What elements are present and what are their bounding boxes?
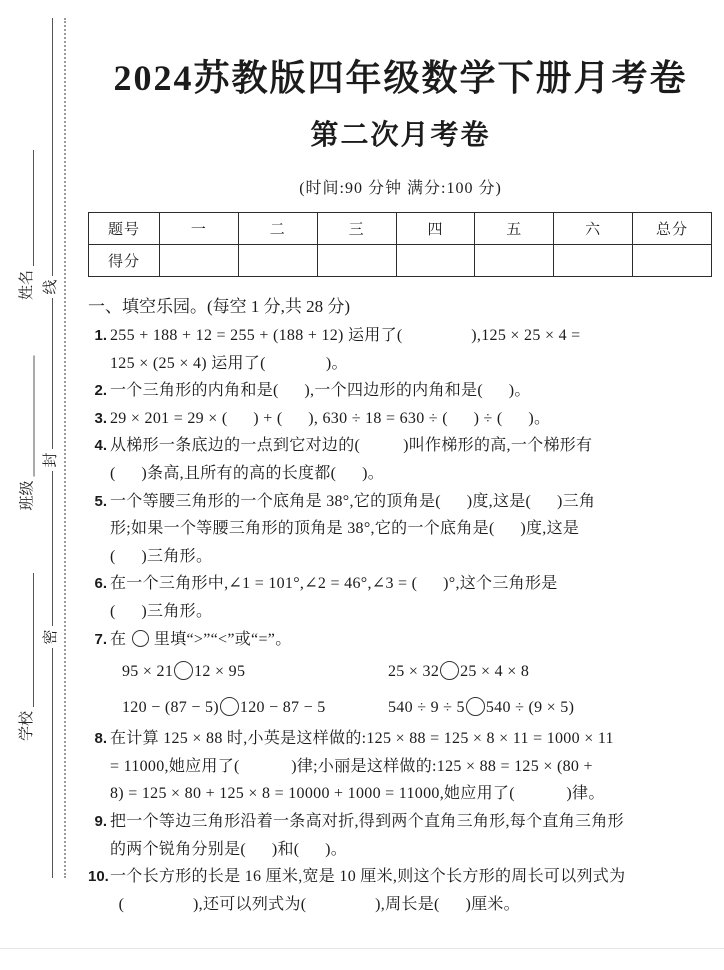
q7-intro: [110, 626, 713, 654]
compare-circle-icon: [174, 661, 193, 680]
question-number: 8.: [94, 730, 107, 748]
question-line: 255 + 188 + 12 = 255 + (188 + 12) 运用了( ),125 × 25 × 4 =: [110, 327, 581, 344]
question-line: 从梯形一条底边的一点到它对边的( )叫作梯形的高,一个梯形有: [110, 437, 593, 455]
score-cell: [554, 245, 633, 277]
question-line: ( )三角形。: [110, 602, 213, 620]
school-fill-line: [12, 573, 34, 707]
question-1: [88, 322, 713, 377]
compare-circle-icon: [132, 630, 149, 647]
page-title: 2024苏教版四年级数学下册月考卷: [113, 58, 688, 98]
score-table-score-row: [89, 245, 712, 277]
score-table: [88, 212, 712, 277]
page-bottom-edge: [0, 948, 724, 949]
comparison-item: 25 × 32 25 × 4 × 8: [388, 663, 530, 681]
name-field: [15, 150, 37, 300]
class-fill-line: [13, 356, 35, 477]
question-line: 在一个三角形中,∠1 = 101°,∠2 = 46°,∠3 = ( )°,这个三角形是: [110, 575, 558, 593]
question-number: 6.: [94, 575, 107, 593]
score-cell: [160, 245, 239, 277]
comparison-item: 120 − (87 − 5) 120 − 87 − 5: [122, 699, 326, 717]
seal-solid-line: [52, 18, 53, 878]
question-number: 5.: [94, 492, 107, 510]
comparison-row: [110, 653, 713, 689]
score-cell: [317, 245, 396, 277]
question-6: [88, 570, 713, 625]
score-header-tihao: 题号: [89, 213, 160, 245]
q7-intro-before: 在: [110, 630, 131, 648]
question-2: [88, 377, 713, 405]
question-10: [88, 863, 713, 918]
question-line: 一个长方形的长是 16 厘米,宽是 10 厘米,则这个长方形的周长可以列式为: [110, 868, 626, 886]
compare-circle-icon: [466, 697, 485, 716]
comparison-row: [110, 689, 713, 725]
score-header-2: 二: [238, 213, 317, 245]
score-header-1: 一: [160, 213, 239, 245]
school-field-label: 学校: [19, 710, 35, 741]
question-line: 8) = 125 × 80 + 125 × 8 = 10000 + 1000 = 11000,她应用了( )律。: [110, 785, 605, 803]
question-number: 10.: [88, 868, 109, 886]
score-row-label: 得分: [89, 245, 160, 277]
question-number: 7.: [94, 630, 107, 648]
question-3: [88, 405, 713, 433]
question-number: 1.: [94, 327, 107, 344]
question-number: 2.: [94, 382, 107, 400]
question-line: ( )三角形。: [110, 547, 213, 565]
question-number: 3.: [94, 409, 107, 427]
compare-circle-icon: [440, 661, 459, 680]
score-header-6: 六: [554, 213, 633, 245]
exam-meta: (时间:90 分钟 满分:100 分): [299, 180, 502, 197]
question-line: ( )条高,且所有的高的长度都( )。: [110, 464, 385, 482]
question-line: 的两个锐角分别是( )和( )。: [110, 840, 348, 858]
score-header-5: 五: [475, 213, 554, 245]
score-header-3: 三: [317, 213, 396, 245]
class-field: [16, 356, 38, 511]
question-line: ( ),还可以列式为( ),周长是( )厘米。: [110, 895, 520, 913]
question-8: [88, 725, 713, 808]
score-header-4: 四: [396, 213, 475, 245]
question-line: = 11000,她应用了( )律;小丽是这样做的:125 × 88 = 125 × (80 +: [110, 757, 593, 775]
question-5: [88, 488, 713, 571]
score-header-total: 总分: [633, 213, 712, 245]
question-number: 9.: [94, 812, 107, 830]
question-4: [88, 432, 713, 487]
seal-dotted-line: [64, 18, 66, 878]
question-9: [88, 808, 713, 863]
school-field: [15, 573, 37, 741]
question-number: 4.: [94, 437, 107, 455]
class-field-label: 班级: [19, 480, 36, 511]
score-cell: [633, 245, 712, 277]
section-heading: 一、填空乐园。(每空 1 分,共 28 分): [88, 297, 351, 316]
name-field-label: 姓名: [19, 269, 35, 300]
score-cell: [238, 245, 317, 277]
seal-char-feng: 封: [41, 449, 61, 471]
page-subtitle: 第二次月考卷: [310, 120, 491, 151]
question-line: 形;如果一个等腰三角形的顶角是 38°,它的一个底角是( )度,这是: [110, 520, 580, 538]
exam-page: [88, 0, 713, 918]
comparison-item: 95 × 21 12 × 95: [122, 663, 246, 681]
question-line: 125 × (25 × 4) 运用了( )。: [110, 354, 348, 372]
comparison-item: 540 ÷ 9 ÷ 5 540 ÷ (9 × 5): [388, 699, 575, 717]
score-cell: [475, 245, 554, 277]
question-line: 29 × 201 = 29 × ( ) + ( ), 630 ÷ 18 = 630 ÷ ( ) ÷ ( )。: [110, 409, 551, 427]
name-fill-line: [12, 150, 34, 266]
questions-list: [88, 322, 713, 918]
question-7: [88, 626, 713, 726]
score-table-header-row: [89, 213, 712, 245]
compare-circle-icon: [220, 697, 239, 716]
question-line: 一个等腰三角形的一个底角是 38°,它的顶角是( )度,这是( )三角: [110, 492, 596, 510]
question-line: 在计算 125 × 88 时,小英是这样做的:125 × 88 = 125 × 8 × 11 = 1000 × 11: [110, 730, 614, 748]
seal-char-xian: 线: [41, 276, 61, 298]
score-cell: [396, 245, 475, 277]
question-line: 把一个等边三角形沿着一条高对折,得到两个直角三角形,每个直角三角形: [110, 812, 624, 830]
seal-char-mi: 密: [41, 626, 61, 648]
question-line: 一个三角形的内角和是( ),一个四边形的内角和是( )。: [110, 382, 531, 400]
q7-intro-after: 里填“>”“<”或“=”。: [149, 630, 292, 648]
